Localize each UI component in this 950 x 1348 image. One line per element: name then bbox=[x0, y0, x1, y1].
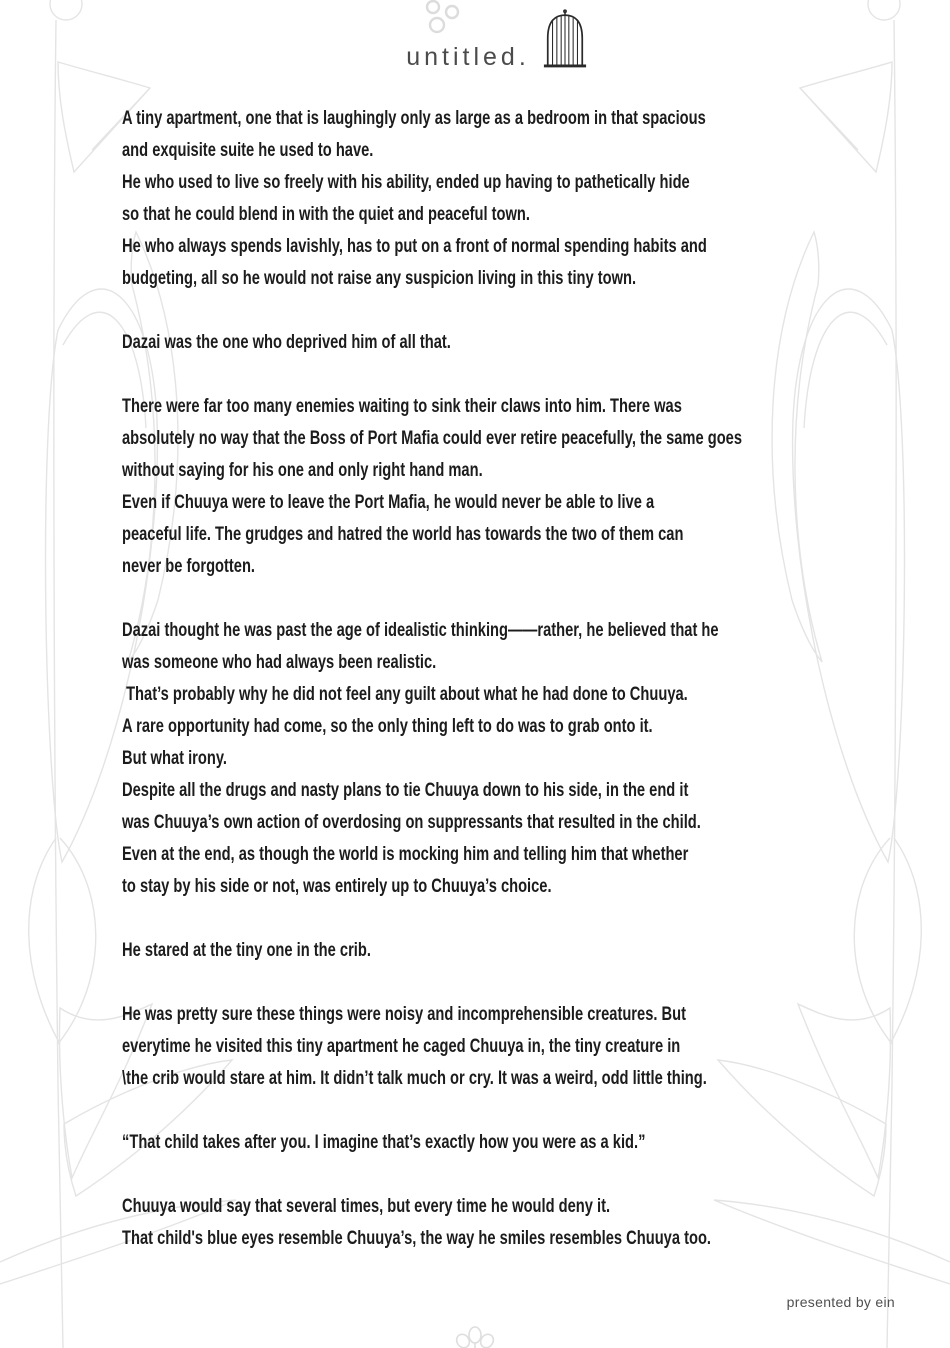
story-line: to stay by his side or not, was entirely up to Chuuya’s choice. bbox=[122, 876, 552, 897]
story-line: That child's blue eyes resemble Chuuya’s, the way he smiles resembles Chuuya too. bbox=[122, 1228, 712, 1249]
story-line: Dazai thought he was past the age of idealistic thinking——rather, he believed that he bbox=[122, 620, 719, 641]
story-paragraph bbox=[122, 1191, 833, 1255]
story-line: He was pretty sure these things were noisy and incomprehensible creatures. But bbox=[122, 1004, 686, 1025]
story-line: A rare opportunity had come, so the only thing left to do was to grab onto it. bbox=[122, 716, 653, 737]
story-paragraph bbox=[122, 103, 833, 295]
story-line: A tiny apartment, one that is laughingly only as large as a bedroom in that spacious bbox=[122, 108, 706, 129]
story-line: absolutely no way that the Boss of Port Mafia could ever retire peacefully, the same goes bbox=[122, 428, 743, 449]
story-line: Despite all the drugs and nasty plans to tie Chuuya down to his side, in the end it bbox=[122, 780, 689, 801]
story-line: was someone who had always been realistic. bbox=[122, 652, 437, 673]
story-line: “That child takes after you. I imagine that’s exactly how you were as a kid.” bbox=[122, 1132, 646, 1153]
story-line: That’s probably why he did not feel any guilt about what he had done to Chuuya. bbox=[122, 684, 688, 705]
story-line: But what irony. bbox=[122, 748, 227, 769]
story-paragraph bbox=[122, 935, 833, 967]
page-title: untitled. bbox=[406, 43, 530, 71]
story-paragraph bbox=[122, 327, 833, 359]
story-line: Even at the end, as though the world is mocking him and telling him that whether bbox=[122, 844, 689, 865]
story-paragraph bbox=[122, 999, 833, 1095]
trefoil-ornament bbox=[450, 1326, 500, 1348]
credit-text: presented by ein bbox=[786, 1294, 895, 1310]
story-line: peaceful life. The grudges and hatred the world has towards the two of them can bbox=[122, 524, 684, 545]
story-line: He stared at the tiny one in the crib. bbox=[122, 940, 371, 961]
header bbox=[0, 0, 950, 84]
story-line: He who used to live so freely with his ability, ended up having to pathetically hide bbox=[122, 172, 690, 193]
story-line: and exquisite suite he used to have. bbox=[122, 140, 374, 161]
story-line: never be forgotten. bbox=[122, 556, 256, 577]
story-line: Even if Chuuya were to leave the Port Mafia, he would never be able to live a bbox=[122, 492, 655, 513]
story-line: without saying for his one and only right hand man. bbox=[122, 460, 483, 481]
story-paragraph bbox=[122, 391, 833, 583]
story-line: Chuuya would say that several times, but every time he would deny it. bbox=[122, 1196, 611, 1217]
story-line: so that he could blend in with the quiet and peaceful town. bbox=[122, 204, 530, 225]
story-text bbox=[122, 103, 833, 1255]
story-line: budgeting, all so he would not raise any suspicion living in this tiny town. bbox=[122, 268, 637, 289]
story-line: There were far too many enemies waiting to sink their claws into him. There was bbox=[122, 396, 682, 417]
birdcage-icon bbox=[542, 9, 588, 76]
story-line: everytime he visited this tiny apartment he caged Chuuya in, the tiny creature in bbox=[122, 1036, 681, 1057]
story-line: Dazai was the one who deprived him of all that. bbox=[122, 332, 451, 353]
story-line: He who always spends lavishly, has to put on a front of normal spending habits and bbox=[122, 236, 707, 257]
story-paragraph bbox=[122, 615, 833, 903]
story-line: was Chuuya’s own action of overdosing on suppressants that resulted in the child. bbox=[122, 812, 701, 833]
story-line: \the crib would stare at him. It didn’t talk much or cry. It was a weird, odd little thing. bbox=[122, 1068, 707, 1089]
story-paragraph bbox=[122, 1127, 833, 1159]
